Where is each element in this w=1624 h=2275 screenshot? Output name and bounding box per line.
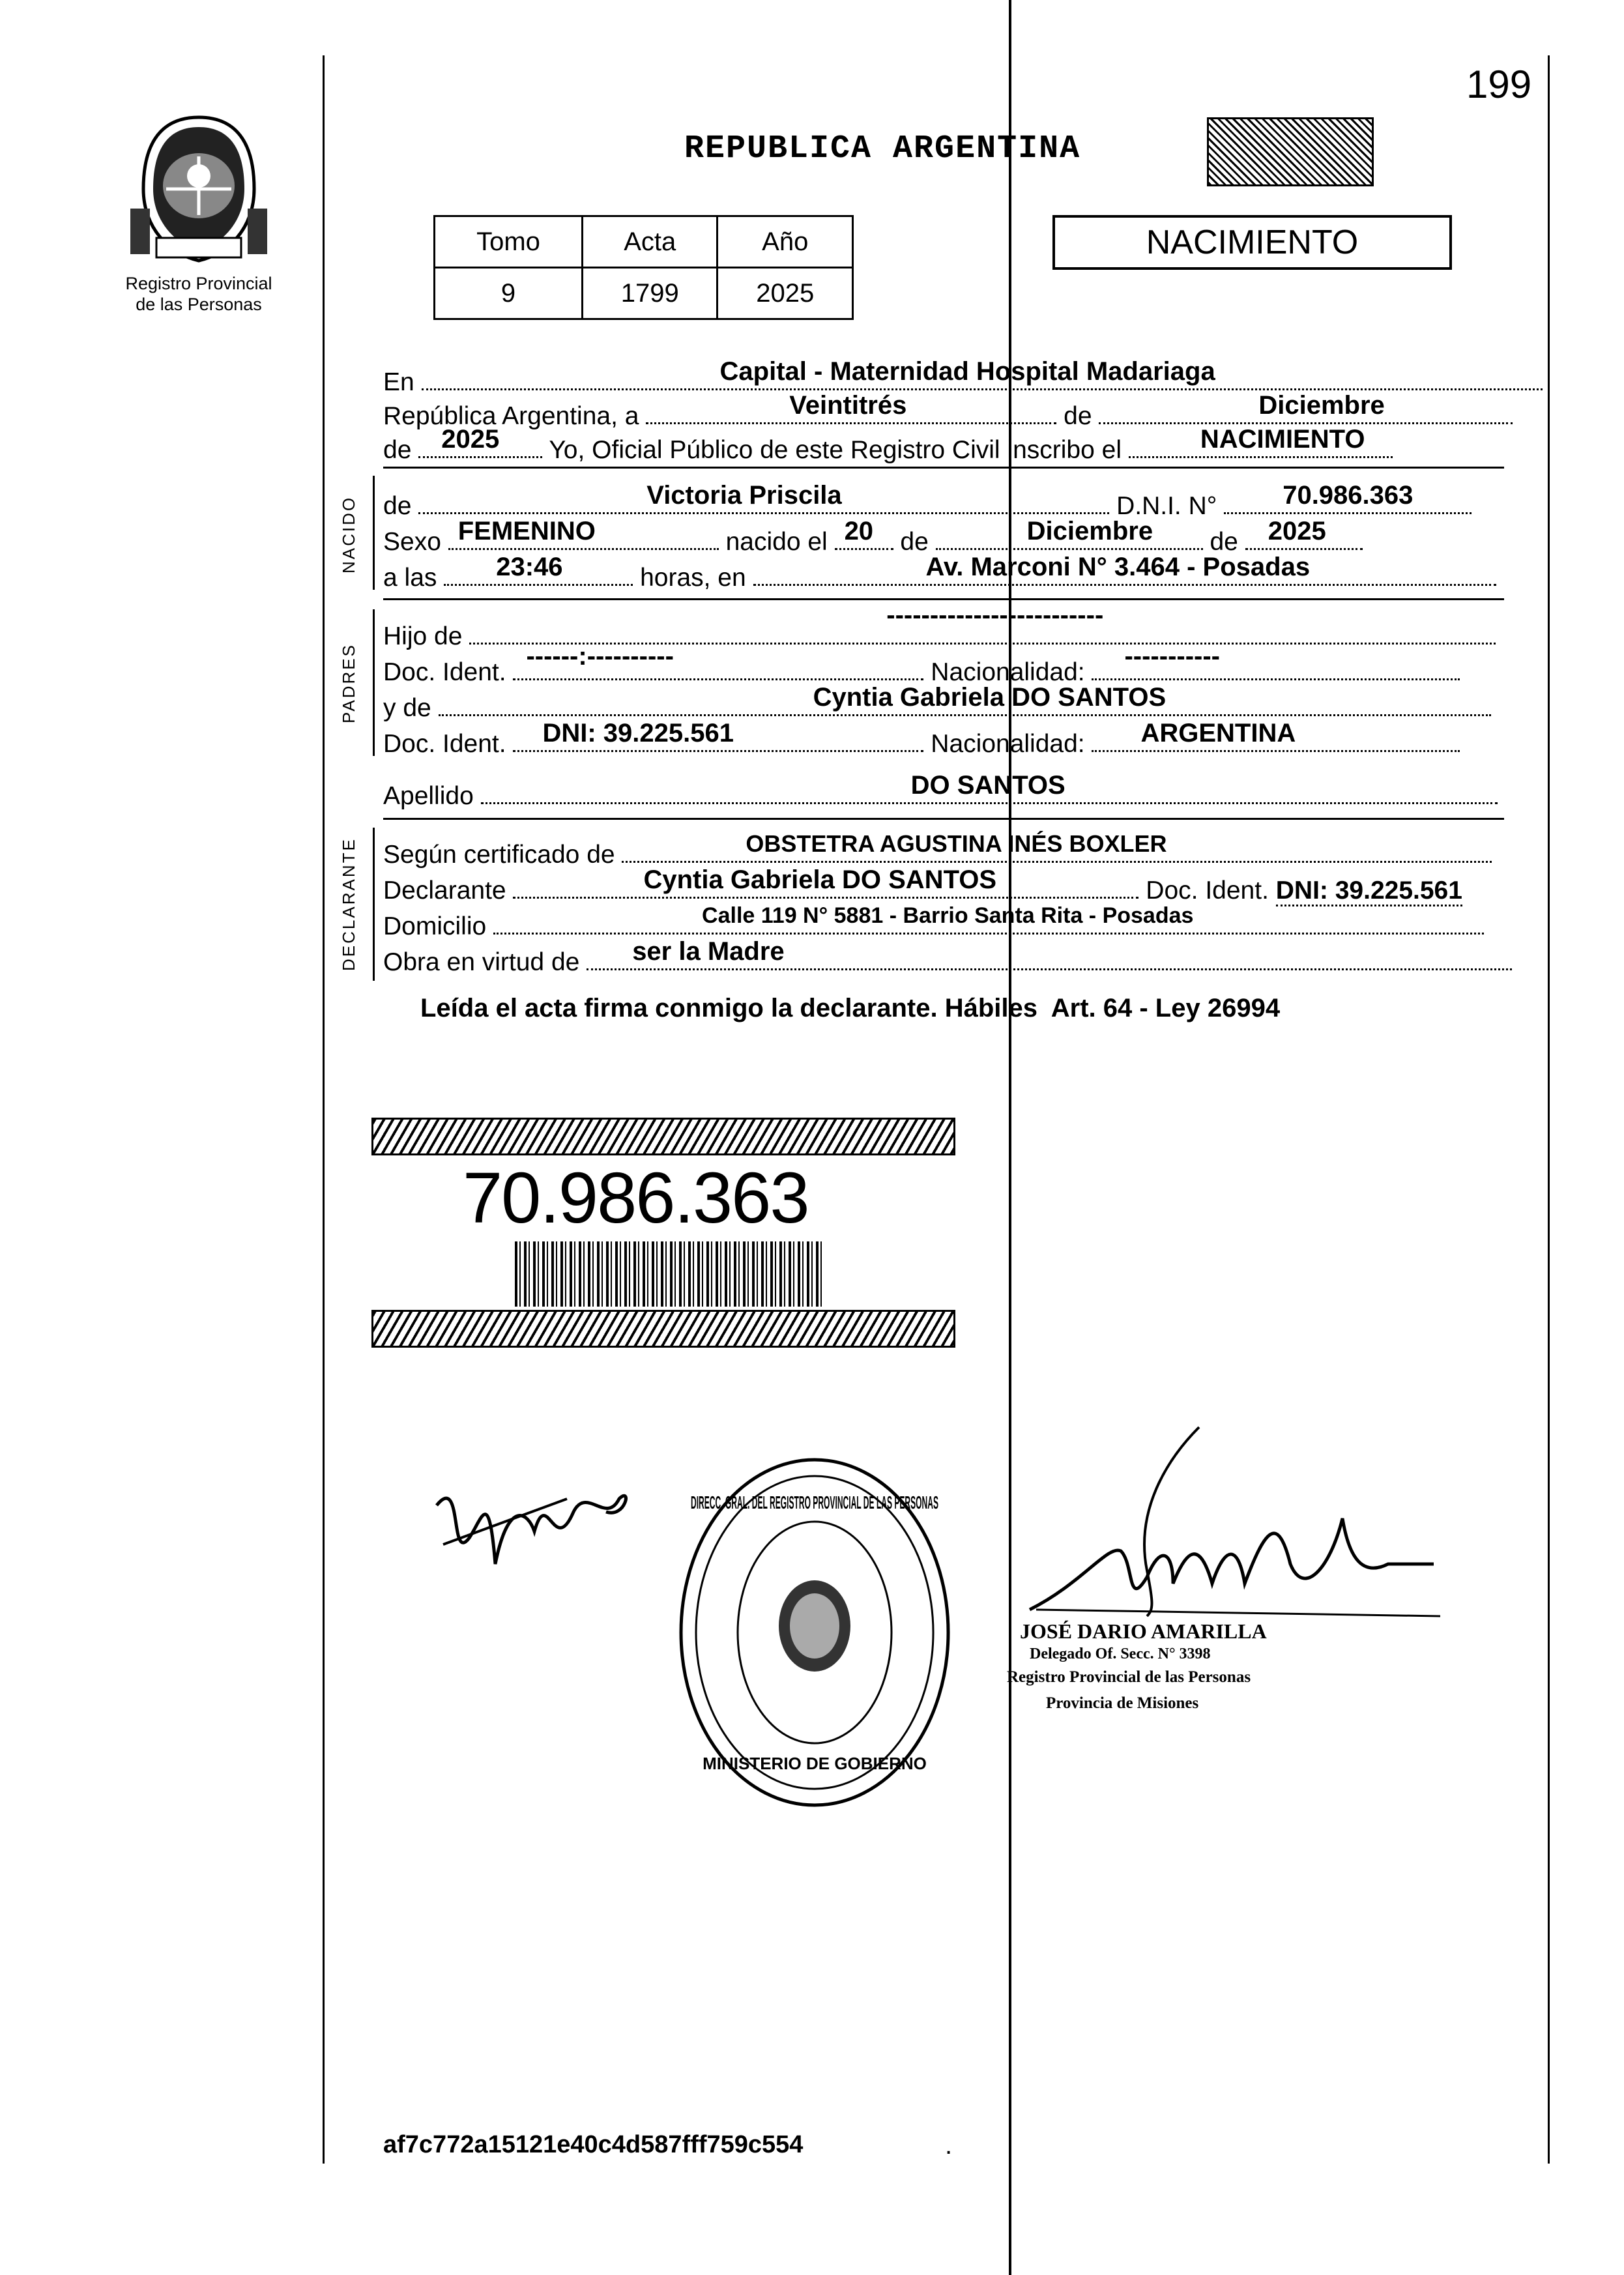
header-acta: Acta <box>582 216 718 268</box>
coat-of-arms-icon <box>117 111 280 267</box>
label-de-4: de <box>900 528 929 556</box>
label-doc-ident-2: Doc. Ident. <box>383 730 506 758</box>
padre-doc-value: ------:---------- <box>526 642 674 671</box>
dni-value: 70.986.363 <box>1283 481 1414 510</box>
section-declarante: DECLARANTE <box>339 837 358 971</box>
lugar-nac-value: Av. Marconi N° 3.464 - Posadas <box>925 553 1311 581</box>
country-title: REPUBLICA ARGENTINA <box>684 130 1081 167</box>
mes-nac-value: Diciembre <box>1026 517 1153 545</box>
official-role: Delegado Of. Secc. N° 3398 <box>1030 1645 1211 1662</box>
row-apellido <box>383 771 1498 812</box>
separator-1 <box>383 467 1504 469</box>
row-domicilio <box>383 903 1484 942</box>
security-pattern <box>1207 117 1374 186</box>
label-de: de <box>1064 402 1092 430</box>
anio-nac-value: 2025 <box>1268 517 1326 545</box>
apellido-value: DO SANTOS <box>910 771 1066 800</box>
record-type-box: NACIMIENTO <box>1052 215 1452 270</box>
security-band-top <box>371 1118 955 1155</box>
label-declarante: Declarante <box>383 877 506 905</box>
barcode <box>515 1241 824 1307</box>
header-anio: Año <box>718 216 853 268</box>
acto-value: NACIMIENTO <box>1200 425 1365 454</box>
closing-statement: Leída el acta firma conmigo la declarante. Hábiles Art. 64 - Ley 26994 <box>420 994 1281 1022</box>
mes-value: Diciembre <box>1258 391 1385 420</box>
row-de-anio <box>383 425 1393 466</box>
official-stamp <box>671 1450 958 1815</box>
value-anio: 2025 <box>718 268 853 319</box>
label-domicilio: Domicilio <box>383 912 487 940</box>
label-obra: Obra en virtud de <box>383 948 580 976</box>
label-a-las: a las <box>383 564 437 592</box>
hora-value: 23:46 <box>496 553 563 581</box>
label-de-5: de <box>1210 528 1238 556</box>
label-de-2: de <box>383 436 412 464</box>
label-dni: D.N.I. N° <box>1116 492 1217 520</box>
label-nacionalidad-2: Nacionalidad: <box>931 730 1085 758</box>
row-madre-doc <box>383 719 1460 760</box>
official-office: Registro Provincial de las Personas <box>1007 1668 1251 1686</box>
label-y-de: y de <box>383 694 431 722</box>
label-apellido: Apellido <box>383 782 474 810</box>
value-tomo: 9 <box>435 268 583 319</box>
official-name: JOSÉ DARIO AMARILLA <box>1020 1619 1267 1643</box>
document-hash: af7c772a15121e40c4d587fff759c554 <box>383 2131 804 2158</box>
madre-doc-value: DNI: 39.225.561 <box>542 719 734 747</box>
label-de-3: de <box>383 492 412 520</box>
domicilio-value: Calle 119 N° 5881 - Barrio Santa Rita - Posadas <box>702 903 1194 928</box>
anio-value: 2025 <box>441 425 500 454</box>
fold-line <box>1009 0 1011 2275</box>
label-republica: República Argentina, a <box>383 402 639 430</box>
padre-nac-value: ----------- <box>1124 642 1220 671</box>
left-margin-line <box>323 55 325 2164</box>
madre-value: Cyntia Gabriela DO SANTOS <box>813 683 1167 712</box>
declarante-value: Cyntia Gabriela DO SANTOS <box>643 865 997 894</box>
sexo-value: FEMENINO <box>457 517 596 545</box>
label-sexo: Sexo <box>383 528 441 556</box>
record-table <box>433 215 854 320</box>
barcode-number: 70.986.363 <box>463 1158 809 1238</box>
dia-nac-value: 20 <box>844 517 874 545</box>
label-doc-ident-1: Doc. Ident. <box>383 658 506 686</box>
stamp-outer-text: DIRECC. GRAL. DEL REGISTRO PROVINCIAL DE LAS PERSONAS <box>691 1492 938 1513</box>
label-doc-ident-3: Doc. Ident. <box>1146 877 1269 905</box>
right-margin-line <box>1548 55 1550 2164</box>
header-tomo: Tomo <box>435 216 583 268</box>
label-horas-en: horas, en <box>640 564 746 592</box>
org-line-2: de las Personas <box>136 295 262 314</box>
section-padres: PADRES <box>339 643 358 723</box>
row-obra <box>383 937 1512 978</box>
section-nacido: NACIDO <box>339 495 358 573</box>
nombre-value: Victoria Priscila <box>646 481 842 510</box>
declarante-doc-value: DNI: 39.225.561 <box>1276 877 1462 906</box>
official-province: Provincia de Misiones <box>1046 1694 1199 1712</box>
label-hijo-de: Hijo de <box>383 622 463 650</box>
trailing-dot: . <box>945 2131 953 2160</box>
madre-nac-value: ARGENTINA <box>1140 719 1296 747</box>
obra-value: ser la Madre <box>632 937 785 966</box>
certificado-value: OBSTETRA AGUSTINA INÉS BOXLER <box>746 830 1167 857</box>
stamp-inner-text: MINISTERIO DE GOBIERNO <box>703 1754 927 1773</box>
province-logo <box>117 111 280 267</box>
bracket-declarante <box>373 828 375 981</box>
label-nacido-el: nacido el <box>725 528 828 556</box>
security-band-bottom <box>371 1310 955 1348</box>
bracket-nacido <box>373 476 375 590</box>
value-acta: 1799 <box>582 268 718 319</box>
lugar-value: Capital - Maternidad Hospital Madariaga <box>719 357 1215 386</box>
label-en: En <box>383 368 414 396</box>
bracket-padres <box>373 609 375 756</box>
label-segun: Según certificado de <box>383 841 615 869</box>
label-nacionalidad-1: Nacionalidad: <box>931 658 1085 686</box>
row-hora <box>383 553 1496 594</box>
dia-letras-value: Veintitrés <box>789 391 907 420</box>
label-oficial: Yo, Oficial Público de este Registro Civil inscribo el <box>549 436 1122 464</box>
org-line-1: Registro Provincial <box>125 274 272 293</box>
page-number: 199 <box>1466 63 1532 106</box>
separator-3 <box>383 818 1504 820</box>
declarant-signature <box>424 1460 639 1584</box>
padre-value: ------------------------- <box>886 601 1104 630</box>
